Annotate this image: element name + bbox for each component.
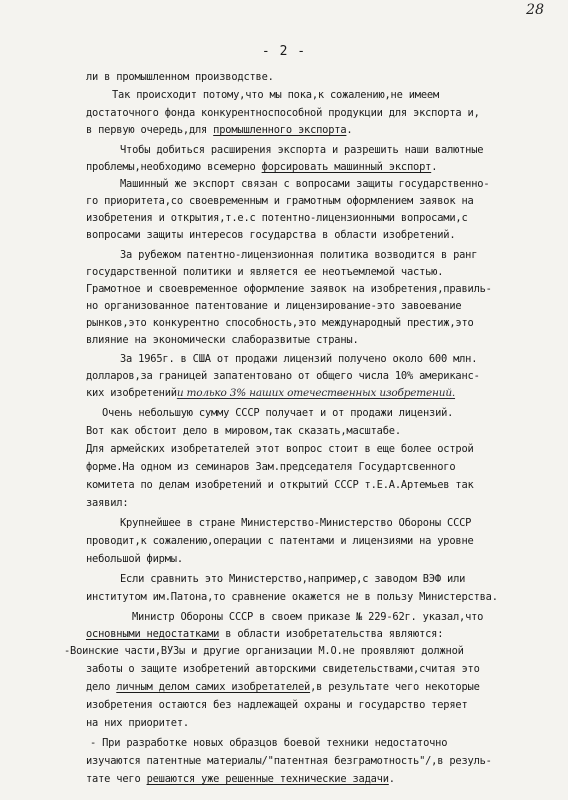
text-line [86,160,437,174]
line-text: Так происходит потому,что мы пока,к сожалению,не имеем [112,89,440,101]
line-text: . [388,773,395,785]
text-line [86,590,498,604]
text-line [90,736,447,750]
text-line [86,123,352,137]
underlined-text: основными недостатками [86,628,220,640]
underlined-text: личным делом самих изобретателей [116,681,311,693]
text-line [112,88,439,102]
line-text: достаточного фонда конкурентноспособной продукции для экспорта и, [86,107,480,119]
line-text: ли в промышленном производстве. [86,71,274,83]
underlined-text: решаются уже решенные технические задачи [146,773,389,785]
line-text: проблемы,необходимо всемерно [86,161,262,173]
line-text: изобретения и открытия,т.е.с потентно-лицензионными вопросами,с [86,212,468,224]
line-text: государственной политики и является ее неотъемлемой частью. [86,266,444,278]
text-line [86,698,468,712]
folio-number: 28 [526,2,544,18]
text-line [86,478,474,492]
line-text: вопросами защиты интересов государства в области изобретений. [86,229,456,241]
line-text: комитета по делам изобретений и открытий СССР т.Е.А.Артемьев так [86,479,474,491]
text-line [86,754,492,768]
text-line [120,248,477,262]
text-line [102,406,453,420]
text-line [86,627,443,641]
text-line [86,194,474,208]
line-text: ких изобретений [86,387,177,399]
text-line [86,386,455,400]
line-text: . [346,124,353,136]
text-line [86,106,480,120]
line-text: - При разработке новых образцов боевой техники недостаточно [90,737,448,749]
underlined-text: форсировать машинный экспорт [261,161,432,173]
line-text: заботы о защите изобретений авторскими свидетельствами,считая это [86,663,480,675]
line-text: Чтобы добиться расширения экспорта и разрешить наши валютные [120,144,484,156]
text-line [120,177,489,191]
line-text: рынков,это конкурентно способность,это международный престиж,это [86,317,474,329]
line-text: Если сравнить это Министерство,например,с заводом ВЭФ или [120,573,466,585]
text-line [86,460,455,474]
text-line [120,516,471,530]
text-line [120,143,483,157]
text-line [86,680,480,694]
line-text: За рубежом патентно-лицензионная политика возводится в ранг [120,249,478,261]
text-line [86,442,474,456]
line-text: долларов,за границей запатентовано от общего числа 10% американс- [86,370,480,382]
page-number-value: 2 [279,44,289,59]
line-text: влияние на экономически слаборазвитые страны. [86,334,359,346]
line-text: Очень небольшую сумму СССР получает и от продажи лицензий. [102,407,454,419]
line-text: изучаются патентные материалы/"патентная безграмотность"/,в резуль- [86,755,492,767]
line-text: институтом им.Патона,то сравнение окажется не в пользу Министерства. [86,591,498,603]
line-text: -Воинские части,ВУЗы и другие организации М.О.не проявляют должной [64,645,464,657]
text-line [86,299,461,313]
text-line [86,716,189,730]
line-text: ,в результате чего некоторые [310,681,480,693]
text-line [86,424,401,438]
line-text: Грамотное и своевременное оформление заявок на изобретения,правиль- [86,283,492,295]
text-line [86,282,492,296]
line-text: Крупнейшее в стране Министерство-Министерство Обороны СССР [120,517,472,529]
line-text: . [431,161,438,173]
text-line [86,496,128,510]
text-line [86,211,468,225]
line-text: форме.На одном из семинаров Зам.председателя Государтсвенного [86,461,456,473]
line-text: Министр Обороны СССР в своем приказе № 229-62г. указал,что [132,611,484,623]
line-text: в первую очередь,для [86,124,214,136]
text-line [64,644,464,658]
handwritten-note: и только 3% наших отечественных изобретений. [176,387,456,399]
text-line [86,70,274,84]
line-text: на них приоритет. [86,717,189,729]
line-text: в области изобретательства являются: [219,628,444,640]
line-text: Для армейских изобретателей этот вопрос стоит в еще более острой [86,443,474,455]
line-text: но организованное патентование и лицензирование-это завоевание [86,300,462,312]
line-text: небольшой фирмы. [86,553,183,565]
text-line [86,369,480,383]
line-text: За 1965г. в США от продажи лицензий получено около 600 млн. [120,353,478,365]
text-line [86,265,443,279]
text-line [86,316,474,330]
line-text: заявил: [86,497,129,509]
page-number: - 2 - [261,44,307,59]
line-text: проводит,к сожалению,операции с патентами и лицензиями на уровне [86,535,474,547]
text-line [120,352,477,366]
line-text: Вот как обстоит дело в мировом,так сказать,масштабе. [86,425,401,437]
underlined-text: промышленного экспорта [213,124,347,136]
line-text: изобретения остаются без надлежащей охраны и государство теряет [86,699,468,711]
line-text: дело [86,681,117,693]
line-text: го приоритета,со своевременным и грамотным оформлением заявок на [86,195,474,207]
text-line [86,534,474,548]
text-line [120,572,465,586]
text-line [86,662,480,676]
text-line [86,552,183,566]
text-line [132,610,483,624]
line-text: Машинный же экспорт связан с вопросами защиты государственно- [120,178,490,190]
text-line [86,772,395,786]
line-text: тате чего [86,773,147,785]
text-line [86,228,455,242]
text-line [86,333,359,347]
